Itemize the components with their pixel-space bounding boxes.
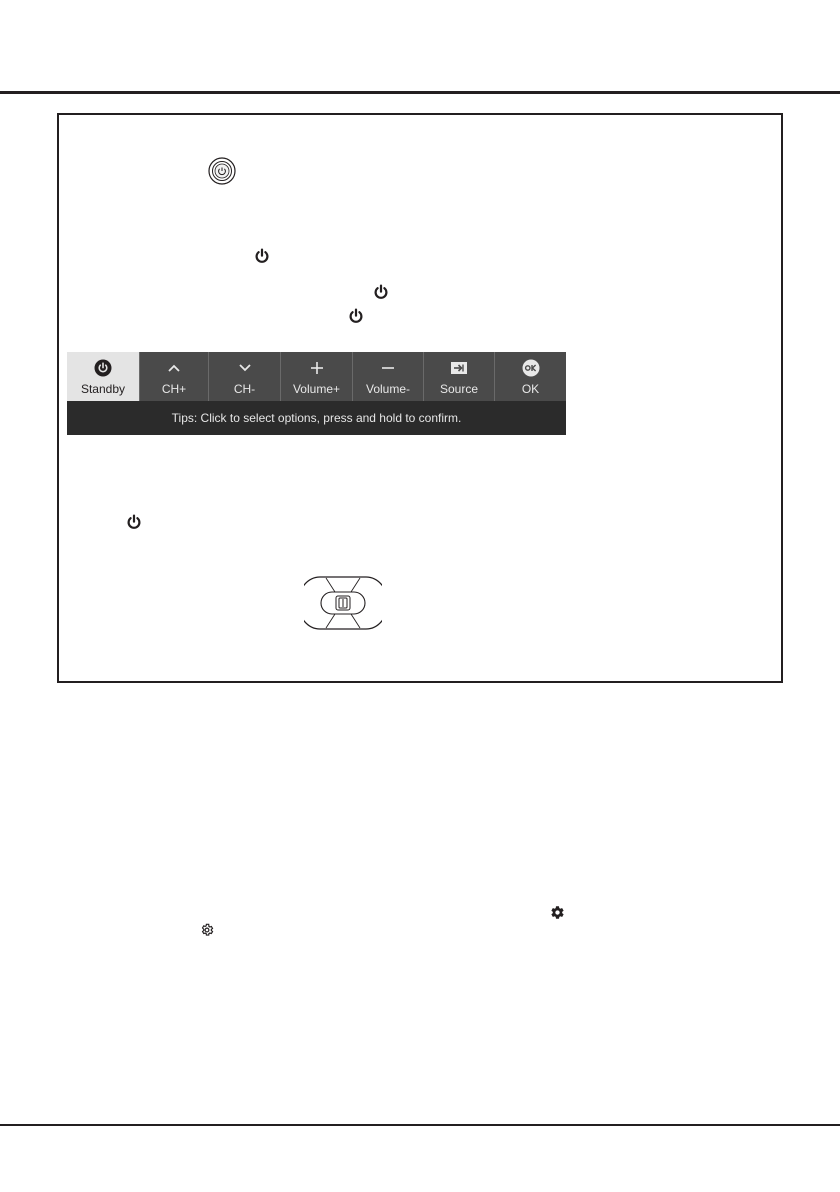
power-icon: [348, 308, 364, 324]
menu-item-source[interactable]: [424, 352, 495, 401]
power-icon: [254, 248, 270, 264]
chevron-up-icon: [140, 355, 208, 381]
menu-item-label: Volume-: [365, 382, 411, 396]
power-icon: [67, 355, 139, 381]
menu-item-ch-up[interactable]: [140, 352, 209, 401]
menu-item-volume-up[interactable]: [281, 352, 353, 401]
plus-icon: [281, 355, 352, 381]
ok-icon: [495, 355, 566, 381]
menu-item-label: CH+: [161, 382, 187, 396]
power-button-icon: [208, 157, 236, 185]
minus-icon: [353, 355, 423, 381]
gear-icon: [550, 905, 565, 920]
menu-item-ch-down[interactable]: [209, 352, 281, 401]
menu-item-volume-down[interactable]: [353, 352, 424, 401]
touch-menu: [67, 352, 566, 435]
menu-row: [67, 352, 566, 401]
footer-rule: [0, 1124, 840, 1126]
menu-item-standby[interactable]: [67, 352, 140, 401]
settings-outline-icon: [200, 923, 214, 937]
menu-item-label: OK: [521, 382, 540, 396]
menu-item-label: Volume+: [292, 382, 341, 396]
source-icon: [424, 355, 494, 381]
menu-item-label: Standby: [80, 382, 126, 396]
header-rule: [0, 91, 840, 94]
menu-item-label: CH-: [233, 382, 256, 396]
menu-item-label: Source: [439, 382, 479, 396]
power-icon: [126, 514, 142, 530]
joystick-icon: [304, 575, 382, 636]
menu-tips: Tips: Click to select options, press and hold to confirm.: [67, 401, 566, 435]
menu-item-ok[interactable]: [495, 352, 566, 401]
power-icon: [373, 284, 389, 300]
chevron-down-icon: [209, 355, 280, 381]
